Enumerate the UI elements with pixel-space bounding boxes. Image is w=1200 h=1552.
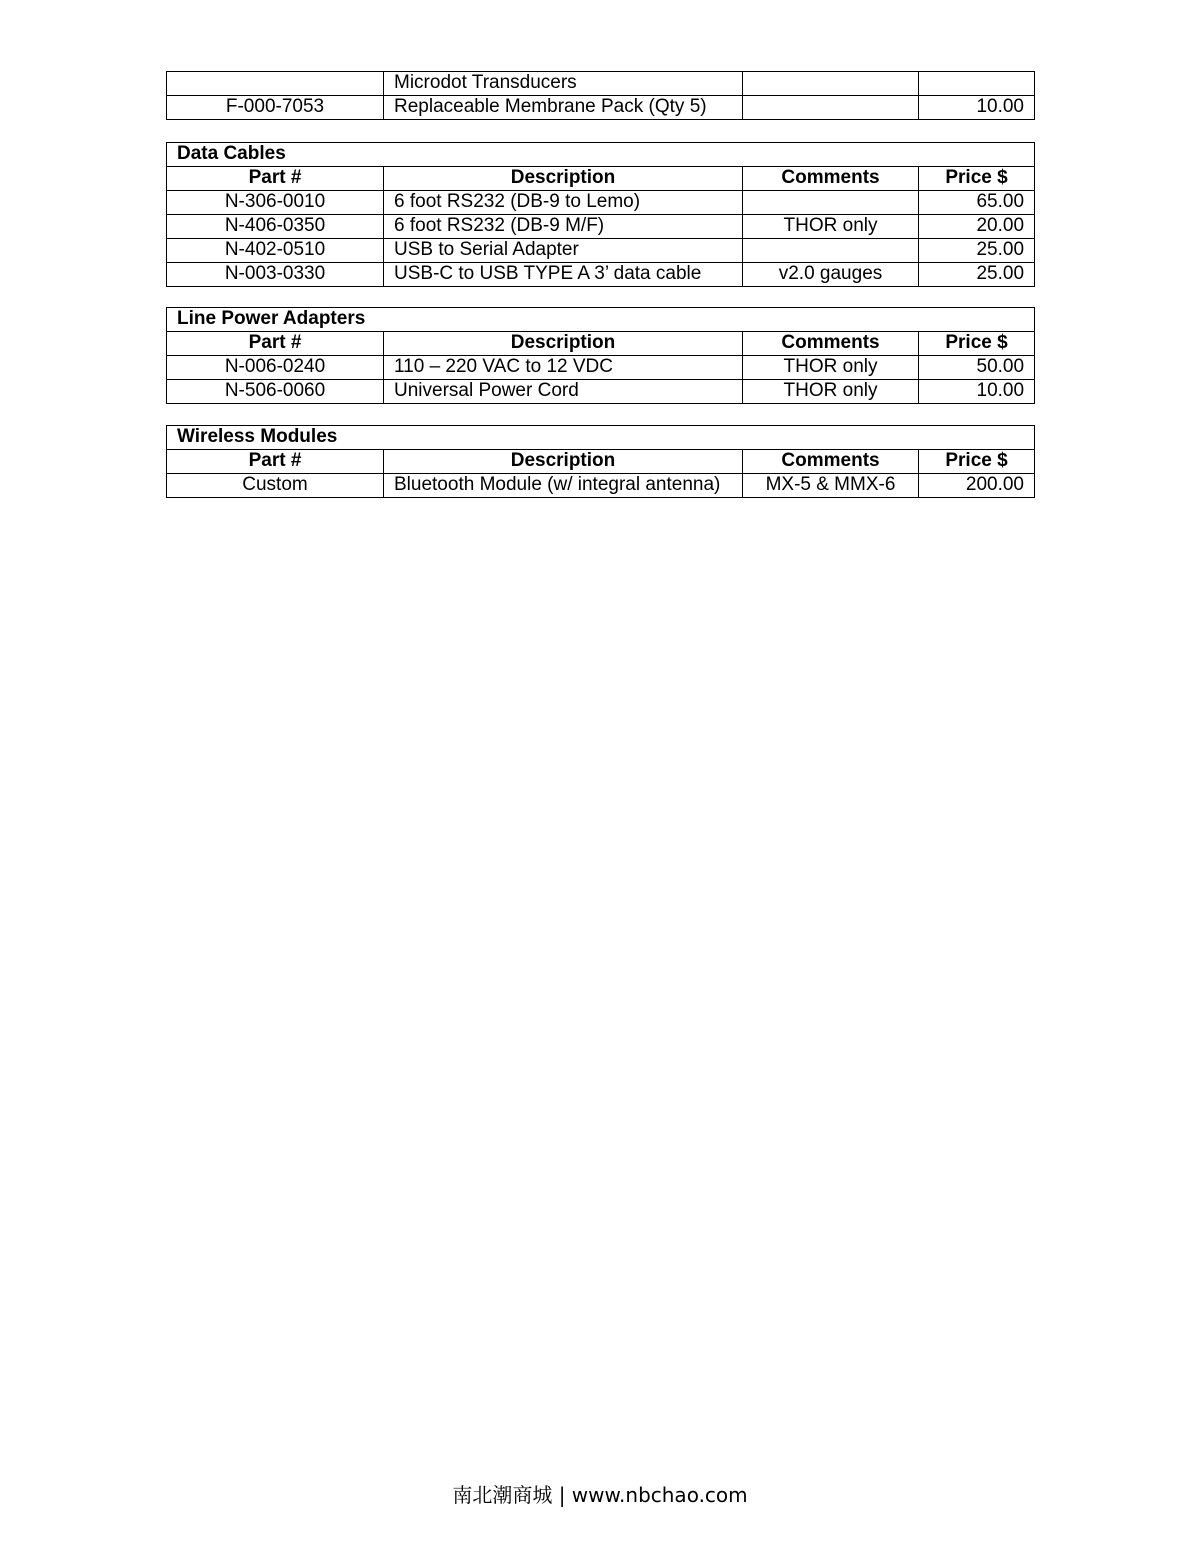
comments-cell: MX-5 & MMX-6 [743,474,919,498]
part-number-cell: N-402-0510 [167,239,384,263]
part-number-cell: N-003-0330 [167,263,384,287]
wireless-modules-table [166,425,1035,498]
column-header-part: Part # [167,450,384,474]
continued-parts-table [166,71,1035,120]
price-cell: 10.00 [919,96,1035,120]
section-title: Wireless Modules [167,426,1035,450]
price-cell: 65.00 [919,191,1035,215]
part-number-cell: Custom [167,474,384,498]
description-cell: USB-C to USB TYPE A 3’ data cable [384,263,743,287]
price-cell [919,72,1035,96]
comments-cell [743,239,919,263]
description-cell: Replaceable Membrane Pack (Qty 5) [384,96,743,120]
table-row [167,263,1035,287]
description-cell: Bluetooth Module (w/ integral antenna) [384,474,743,498]
column-header-description: Description [384,332,743,356]
part-number-cell: N-506-0060 [167,380,384,404]
comments-cell: THOR only [743,356,919,380]
line-power-adapters-table [166,307,1035,404]
column-header-part: Part # [167,167,384,191]
column-header-description: Description [384,167,743,191]
column-header-comments: Comments [743,450,919,474]
column-header-price: Price $ [919,450,1035,474]
price-cell: 25.00 [919,263,1035,287]
section-title-row [167,143,1035,167]
description-cell: 110 – 220 VAC to 12 VDC [384,356,743,380]
table-row [167,474,1035,498]
part-number-cell: N-406-0350 [167,215,384,239]
table-row [167,380,1035,404]
part-number-cell: N-006-0240 [167,356,384,380]
description-cell: USB to Serial Adapter [384,239,743,263]
column-header-part: Part # [167,332,384,356]
part-number-cell [167,72,384,96]
section-title-row [167,308,1035,332]
comments-cell [743,96,919,120]
footer-watermark-link[interactable]: 南北潮商城 | www.nbchao.com [452,1483,748,1507]
column-header-price: Price $ [919,332,1035,356]
comments-cell [743,191,919,215]
table-row [167,72,1035,96]
description-cell: Universal Power Cord [384,380,743,404]
comments-cell: v2.0 gauges [743,263,919,287]
comments-cell: THOR only [743,380,919,404]
section-title: Data Cables [167,143,1035,167]
price-cell: 10.00 [919,380,1035,404]
section-title: Line Power Adapters [167,308,1035,332]
column-header-comments: Comments [743,332,919,356]
header-row [167,332,1035,356]
column-header-price: Price $ [919,167,1035,191]
price-cell: 50.00 [919,356,1035,380]
data-cables-table [166,142,1035,287]
comments-cell: THOR only [743,215,919,239]
column-header-description: Description [384,450,743,474]
comments-cell [743,72,919,96]
description-cell: 6 foot RS232 (DB-9 M/F) [384,215,743,239]
price-cell: 25.00 [919,239,1035,263]
price-cell: 20.00 [919,215,1035,239]
table-row [167,191,1035,215]
table-row [167,96,1035,120]
column-header-comments: Comments [743,167,919,191]
table-row [167,215,1035,239]
section-title-row [167,426,1035,450]
header-row [167,167,1035,191]
price-cell: 200.00 [919,474,1035,498]
description-cell: 6 foot RS232 (DB-9 to Lemo) [384,191,743,215]
part-number-cell: N-306-0010 [167,191,384,215]
table-row [167,356,1035,380]
header-row [167,450,1035,474]
description-cell: Microdot Transducers [384,72,743,96]
part-number-cell: F-000-7053 [167,96,384,120]
table-row [167,239,1035,263]
